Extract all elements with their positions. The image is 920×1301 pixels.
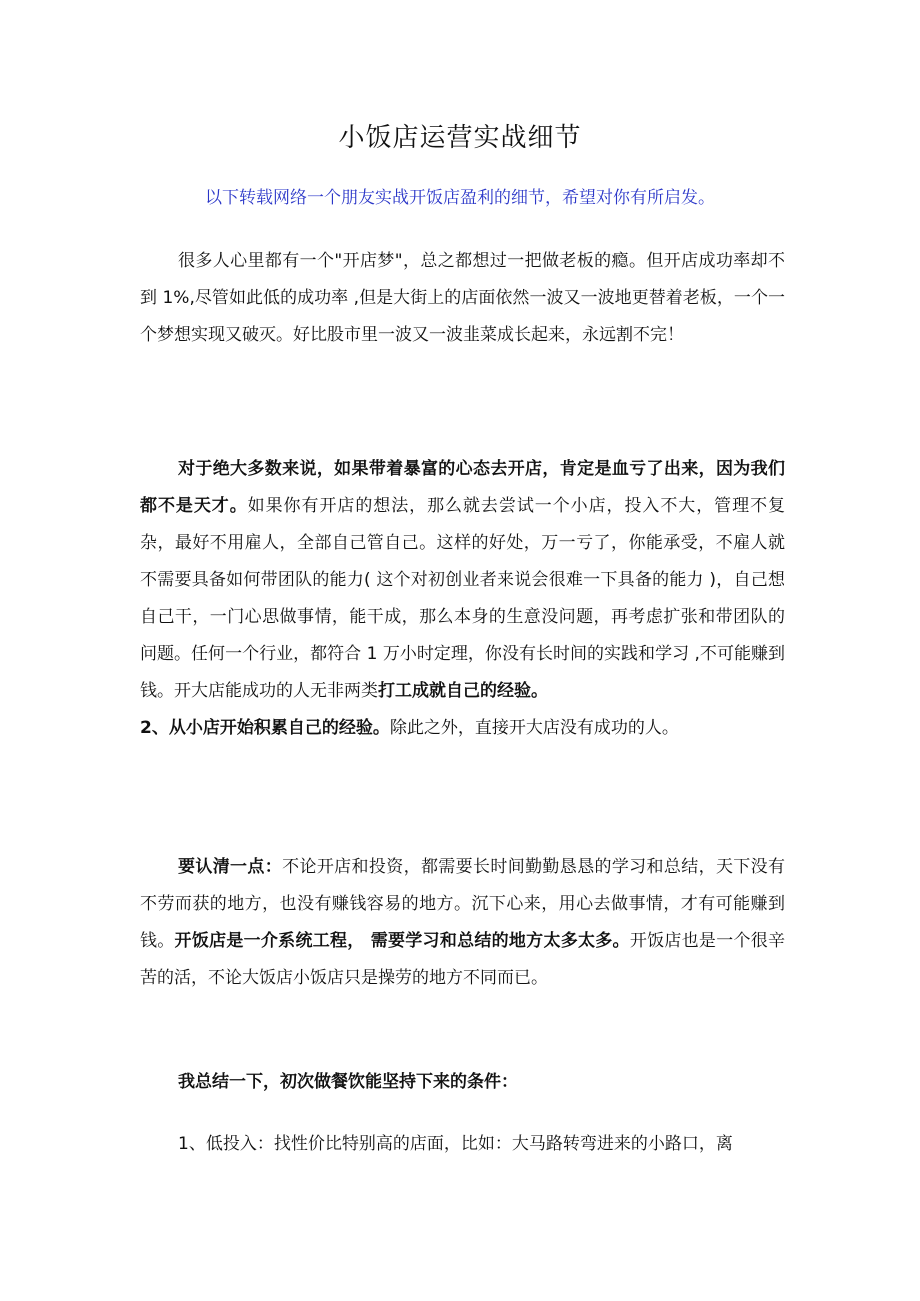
paragraph-advice [140, 451, 785, 747]
bold-text: 对于绝大多数来说，如果带着暴富的心态去开店，肯定是血亏了出来，因为我们都不是天才。 [140, 459, 785, 516]
body-text: 开饭店也是一个很辛苦的活，不论大饭店小饭店只是操劳的地方不同而已。 [140, 931, 786, 988]
bold-text: 从小店开始积累自己的经验。 [168, 718, 390, 738]
body-text: 2、 [140, 718, 169, 738]
bold-text: 要认清一点： [178, 857, 283, 877]
body-text: 如果你有开店的想法，那么就去尝试一个小店，投入不大，管理不复杂，最好不用雇人，全部自己管自己。这样的好处，万一亏了，你能承受，不雇人就不需要具备如何带团队的能力( 这个对初创业者来说会很难一下具备的能力 )，自己想自己干，一门心思做事情，能干成，那么本身的生意没问题，再考虑扩张和带团队的问题。任何一个行业，都符合 1 万小时定理，你没有长时间的实践和学习 ,不可能赚到钱。开大店能成功的人无非两类 [140, 496, 786, 701]
body-text: 除此之外，直接开大店没有成功的人。 [389, 718, 679, 738]
paragraph-list-item: 1、低投入：找性价比特别高的店面，比如：大马路转弯进来的小路口，离 [178, 1134, 733, 1154]
paragraph-summary-heading [140, 1064, 785, 1101]
subtitle: 以下转载网络一个朋友实战开饭店盈利的细节，希望对你有所启发。 [205, 188, 715, 208]
bold-text: 开饭店是一介系统工程， 需要学习和总结的地方太多太多。 [174, 931, 630, 951]
body-text: 不论开店和投资，都需要长时间勤勤恳恳的学习和总结，天下没有不劳而获的地方，也没有赚钱容易的地方。沉下心来，用心去做事情，才有可能赚到钱。 [140, 857, 786, 951]
bold-text: 打工成就自己的经验。 [378, 681, 548, 701]
paragraph-recognize [140, 849, 785, 997]
bold-text: 我总结一下，初次做餐饮能坚持下来的条件： [178, 1072, 518, 1092]
page-title: 小饭店运营实战细节 [338, 123, 582, 153]
paragraph-intro: 很多人心里都有一个"开店梦"，总之都想过一把做老板的瘾。但开店成功率却不到 1%,尽管如此低的成功率 ,但是大街上的店面依然一波又一波地更替着老板，一个一个梦想实现又破灭。好比股市里一波又一波韭菜成长起来，永远割不完！ [140, 251, 785, 345]
